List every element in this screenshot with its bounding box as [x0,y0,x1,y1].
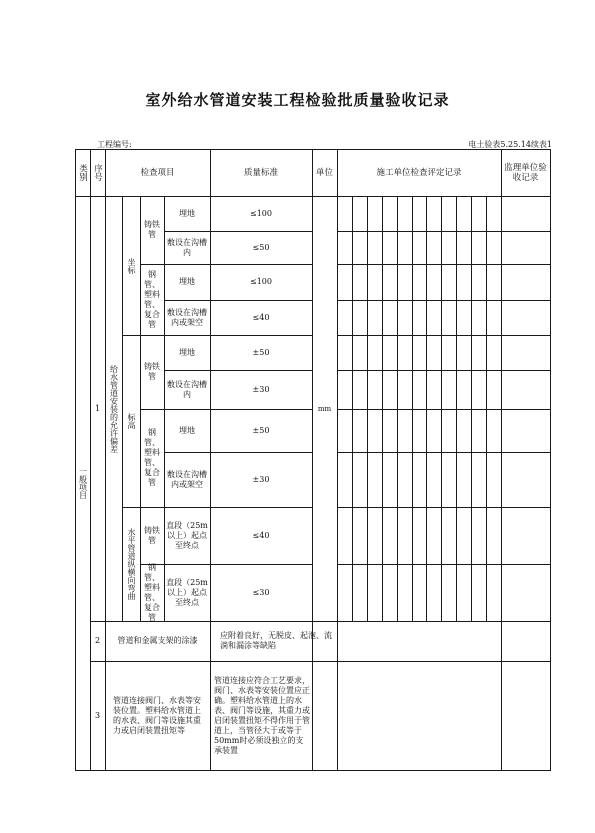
horiz-text: 水平管道纵横向弯曲 [127,528,136,600]
condition-cell: 埋地 [179,347,195,357]
header-supervision: 监理单位验收记录 [504,162,547,183]
item3-name: 管道连接阀门、水表等安装位置。塑料给水管道上的水表、阀门等设施其重力或启闭装置扭矩等 [113,695,201,735]
item3-seq: 3 [94,710,101,720]
condition-cell: 埋地 [179,208,195,218]
record-row-line [337,231,551,232]
steel-label-2: 钢管、塑料管、复合管 [144,428,160,487]
standard-cell: ≤100 [250,208,272,218]
record-row-line [337,335,551,336]
standard-cell: ±50 [252,347,270,357]
general-item-label [75,196,90,770]
standard-cell: ±30 [252,474,270,484]
grid-line [337,149,338,770]
steel-label-3: 钢管、塑料管、复合管 [144,562,160,622]
header-category [75,149,90,196]
project-no-label: 工程编号: [97,140,132,149]
item1-unit: mm [317,404,332,413]
cast-iron-label-1: 铸铁管 [144,220,160,239]
condition-cell: 敷设在沟槽内 [167,379,207,399]
item2-standard: 应附着良好，无脱皮、起泡、流淌和漏涂等缺陷 [220,631,332,650]
table-bottom-border [75,770,551,771]
standard-cell: ≤100 [250,277,272,286]
header-construction: 施工单位检查评定记录 [376,167,462,178]
general-item-text: 一般项目 [78,467,88,499]
condition-cell: 敷设在沟槽内或架空 [167,469,207,489]
table-right-border [550,149,551,771]
record-row-line [337,370,551,371]
item2-name: 管道和金属支架的涂漆 [117,636,198,645]
condition-cell: 敷设在沟槽内 [167,237,207,257]
standard-cell: ≤40 [252,312,270,322]
page-title: 室外给水管道安装工程检验批质量验收记录 [145,91,450,109]
standard-cell: ≤50 [252,242,270,252]
standard-cell: ±30 [252,384,270,394]
item1-name [105,196,122,621]
record-row-line [337,507,551,508]
steel-label-1: 钢管、塑料管、复合管 [144,269,160,329]
condition-cell: 埋地 [179,277,195,286]
item1-name-text: 给水管道安装的允许偏差 [109,364,119,453]
record-row-line [337,409,551,410]
condition-cell: 敷设在沟槽内或架空 [167,307,207,327]
cast-iron-label-3: 铸铁管 [144,525,160,545]
cast-iron-label-2: 铸铁管 [144,362,160,381]
record-row-line [337,452,551,453]
coord-text: 坐标 [127,257,136,274]
form-number: 电土验表5.25.14续表1 [468,140,552,149]
coord-label [122,196,140,335]
record-row-line [337,300,551,301]
item2-seq: 2 [94,636,101,645]
header-seq [90,149,105,196]
condition-cell: 直段（25m以上）起点至终点 [166,577,208,607]
header-seq-text: 序号 [92,164,103,181]
horiz-label [122,507,140,621]
standard-cell: ≤30 [252,587,270,597]
standard-cell: ≤40 [252,530,270,540]
item1-seq: 1 [94,403,101,413]
item3-standard: 管道连接应符合工艺要求，阀门、水表等安装位置应正确。塑料给水管道上的水表、阀门等设施，其重力或启闭装置扭矩不得作用于管道上，当管径大于或等于50mm时必须设独立的支承装置 [214,675,310,755]
grid-line [501,149,502,770]
record-row-line [337,264,551,265]
elev-label [122,335,140,507]
header-standard: 质量标准 [243,167,278,178]
record-row-line [337,564,551,565]
standard-cell: ±50 [252,425,270,435]
elev-text: 标高 [127,413,136,429]
header-category-text: 类别 [77,164,88,181]
header-item: 检查项目 [140,167,175,178]
condition-cell: 直段（25m以上）起点至终点 [166,520,208,550]
header-unit: 单位 [315,167,333,178]
condition-cell: 埋地 [179,425,195,435]
